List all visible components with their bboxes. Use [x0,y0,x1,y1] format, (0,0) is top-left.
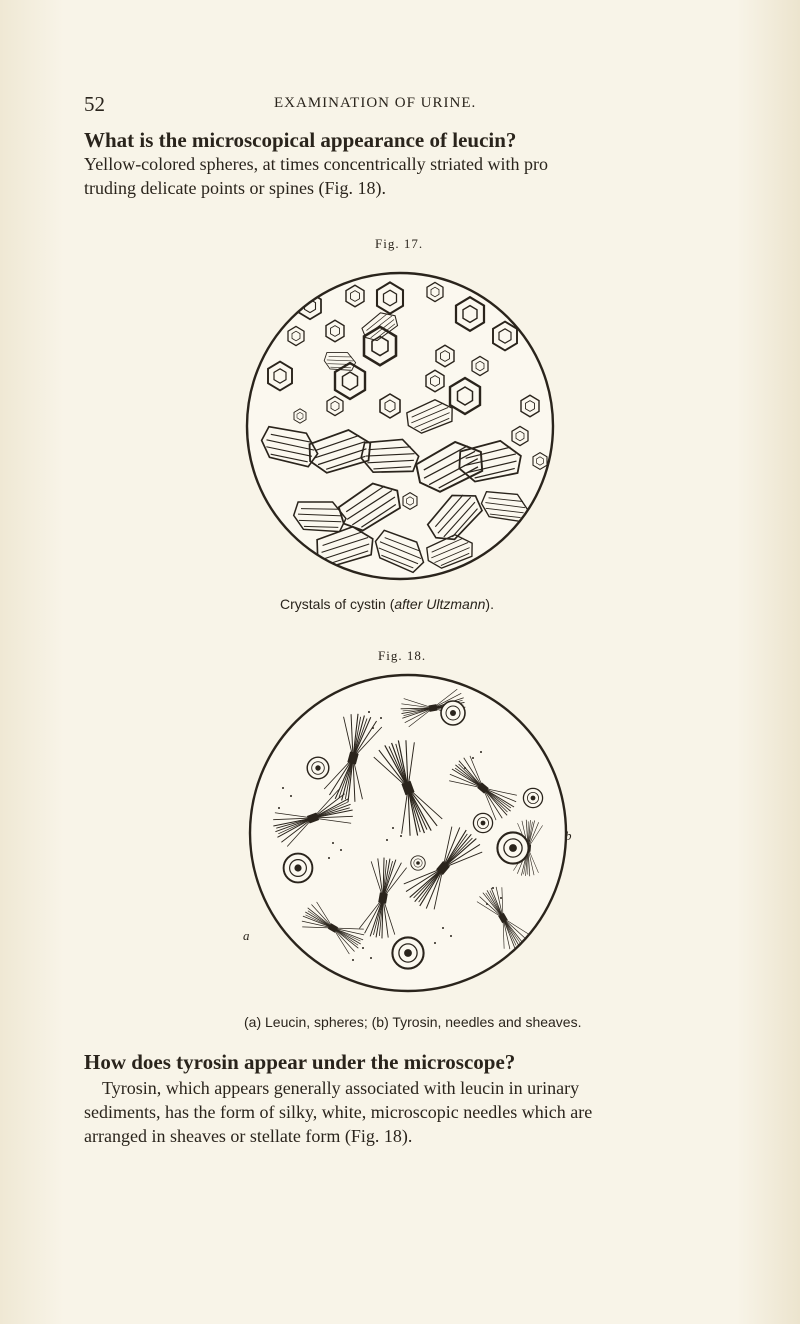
answer-line: Yellow-colored spheres, at times concentrically striated with pro [84,154,549,174]
figure-17-cystin-crystals [240,266,560,586]
figure-18-marker-b: b [565,828,572,843]
figure-18-leucin-tyrosin [243,668,573,998]
running-head [84,92,724,116]
answer-line: sediments, has the form of silky, white, microscopic needles which are [84,1102,593,1122]
answer-line: truding delicate points or spines (Fig. 18). [84,178,386,198]
figure-17-label: Fig. 17. [375,236,424,251]
figure-18-marker-a: a [243,928,250,943]
figure-18-caption: (a) Leucin, spheres; (b) Tyrosin, needles and sheaves. [244,1014,582,1030]
question-tyrosin: How does tyrosin appear under the microscope? [84,1050,516,1074]
answer-line: arranged in sheaves or stellate form (Fig. 18). [84,1126,413,1146]
running-head-title: EXAMINATION OF URINE. [274,95,477,111]
question-leucin: What is the microscopical appearance of leucin? [84,128,517,152]
caption-citation: after Ultzmann [394,596,486,612]
caption-text: ). [485,596,494,612]
figure-18-label: Fig. 18. [378,648,427,663]
answer-tyrosin [84,1076,764,1148]
caption-text: Crystals of cystin ( [280,596,395,612]
figure-17-caption [280,596,494,612]
answer-line: Tyrosin, which appears generally associated with leucin in urinary [102,1078,580,1098]
answer-leucin [84,152,764,200]
page-number: 52 [84,92,105,116]
